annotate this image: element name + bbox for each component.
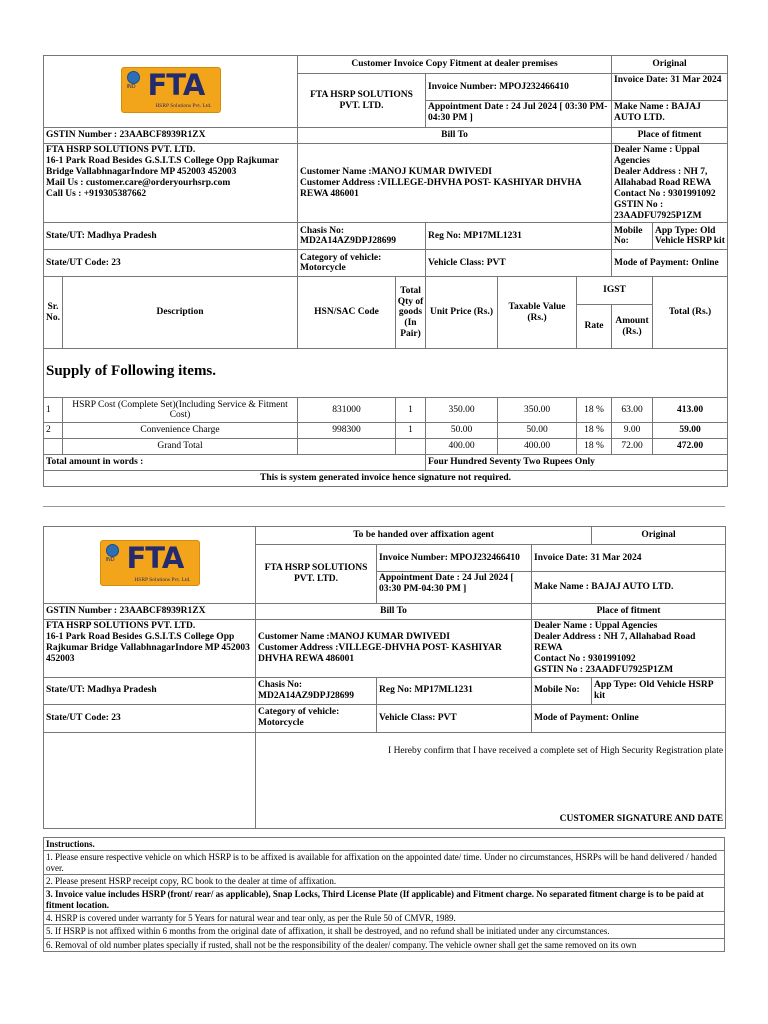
col-total: Total (Rs.) [653,277,728,349]
place-of-fitment-heading: Place of fitment [532,604,726,620]
vehicle-category: Category of vehicle: Motorcycle [298,250,426,277]
amount-in-words-label: Total amount in words : [44,455,426,471]
dealer-address: Dealer Address : NH 7, Allahabad Road REWA [614,166,712,188]
dealer-address: Dealer Address : NH 7, Allahabad Road REWA [534,631,696,653]
invoice-title: Customer Invoice Copy Fitment at dealer premises [298,56,612,74]
dealer-details [532,620,726,678]
customer-invoice-table [43,55,728,487]
table-row: 1 HSRP Cost (Complete Set)(Including Service & Fitment Cost) 831000 1 350.00 350.00 18 % 63.00 413.00 [44,398,728,423]
state: State/UT: Madhya Pradesh [44,223,298,250]
col-taxable: Taxable Value (Rs.) [498,277,577,349]
make-name: Make Name : BAJAJ AUTO LTD. [612,101,728,128]
state: State/UT: Madhya Pradesh [44,677,256,704]
customer-signature-label: CUSTOMER SIGNATURE AND DATE [559,813,724,824]
vehicle-class: Vehicle Class: PVT [377,704,532,732]
seller-name: FTA HSRP SOLUTIONS PVT. LTD. [46,621,196,631]
company-logo: IND FTA HSRP Solutions Pvt. Ltd. [44,56,298,128]
chasis-number: Chasis No: MD2A14AZ9DPJ28699 [256,677,377,704]
customer-name: Customer Name :MANOJ KUMAR DWIVEDI [258,631,450,642]
instructions-heading: Instructions. [44,838,725,851]
system-generated-note: This is system generated invoice hence signature not required. [44,471,728,487]
dealer-name: Dealer Name : Uppal Agencies [614,145,700,166]
col-unit-price: Unit Price (Rs.) [426,277,498,349]
appointment-date: Appointment Date : 24 Jul 2024 [ 03:30 PM-04:30 PM ] [377,572,532,604]
invoice-number: Invoice Number: MPOJ232466410 [426,74,612,101]
table-row: 2 Convenience Charge 998300 1 50.00 50.00 18 % 9.00 59.00 [44,423,728,439]
agent-copy-title: To be handed over affixation agent [256,527,592,545]
dealer-details [612,144,728,223]
seller-phone: Call Us : +919305387662 [46,188,147,199]
supply-heading: Supply of Following items. [44,349,728,398]
customer-name: Customer Name :MANOJ KUMAR DWIVEDI [300,166,492,177]
make-name: Make Name : BAJAJ AUTO LTD. [532,572,726,604]
col-igst: IGST [577,277,653,305]
instructions-table [43,837,725,952]
invoice-number: Invoice Number: MPOJ232466410 [377,545,532,572]
grand-total-row: Grand Total 400.00 400.00 18 % 72.00 472.00 [44,439,728,455]
seller-mail: Mail Us : customer.care@orderyourhsrp.com [46,177,231,188]
instruction-item: 1. Please ensure respective vehicle on which HSRP is to be affixed is available for affixation on the appointed date/ time. Under no circumstances, HSRPs will be hand delivered / handed over. [44,851,725,875]
instruction-item: 2. Please present HSRP receipt copy, RC book to the dealer at time of affixation. [44,875,725,888]
col-rate: Rate [577,305,612,349]
gstin-number: GSTIN Number : 23AABCF8939R1ZX [44,604,256,620]
reg-number: Reg No: MP17ML1231 [426,223,612,250]
col-amount: Amount (Rs.) [612,305,653,349]
state-code: State/UT Code: 23 [44,250,298,277]
company-name: FTA HSRP SOLUTIONS PVT. LTD. [298,74,426,128]
invoice-date: Invoice Date: 31 Mar 2024 [612,74,728,101]
bill-to-heading: Bill To [256,604,532,620]
col-hsn: HSN/SAC Code [298,277,396,349]
vehicle-category: Category of vehicle: Motorcycle [256,704,377,732]
dealer-gstin: GSTIN No : 23AADFU7925P1ZM [614,199,702,221]
col-description: Description [63,277,298,349]
customer-details [256,620,532,678]
col-qty: Total Qty of goods (In Pair) [396,277,426,349]
dealer-name: Dealer Name : Uppal Agencies [534,621,658,631]
seller-address: 16-1 Park Road Besides G.S.I.T.S College Opp Rajkumar Bridge VallabhnagarIndore MP 452003 452003 [46,155,279,177]
company-name: FTA HSRP SOLUTIONS PVT. LTD. [256,545,377,604]
instruction-item: 4. HSRP is covered under warranty for 5 Years for natural wear and tear only, as per the Rule 50 of CMVR, 1989. [44,912,725,925]
dealer-gstin: GSTIN No : 23AADFU7925P1ZM [534,664,674,675]
dealer-contact: Contact No : 9301991092 [534,653,636,664]
col-sr: Sr. No. [44,277,63,349]
copy-label: Original [612,56,728,74]
app-type: App Type: Old Vehicle HSRP kit [592,677,726,704]
customer-address: Customer Address :VILLEGE-DHVHA POST- KASHIYAR DHVHA REWA 486001 [300,177,582,199]
app-type: App Type: Old Vehicle HSRP kit [653,223,728,250]
globe-icon [106,544,119,557]
globe-icon [127,71,140,84]
vehicle-class: Vehicle Class: PVT [426,250,612,277]
agent-copy-table [43,526,726,829]
appointment-date: Appointment Date : 24 Jul 2024 [ 03:30 PM-04:30 PM ] [426,101,612,128]
payment-mode: Mode of Payment: Online [612,250,728,277]
gstin-number: GSTIN Number : 23AABCF8939R1ZX [44,128,298,144]
chasis-number: Chasis No: MD2A14AZ9DPJ28699 [298,223,426,250]
place-of-fitment-heading: Place of fitment [612,128,728,144]
copy-label: Original [592,527,726,545]
state-code: State/UT Code: 23 [44,704,256,732]
dealer-contact: Contact No : 9301991092 [614,188,716,199]
seller-name: FTA HSRP SOLUTIONS PVT. LTD. [46,145,196,155]
reg-number: Reg No: MP17ML1231 [377,677,532,704]
instruction-item: 5. If HSRP is not affixed within 6 months from the original date of affixation, it shall be destroyed, and no refund shall be initiated under any circumstances. [44,925,725,938]
bill-to-heading: Bill To [298,128,612,144]
instruction-item: 3. Invoice value includes HSRP (front/ rear/ as applicable), Snap Locks, Third License Plate (If applicable) and Fitment charge. No separated fitment charge is to be paid at fitment location. [44,888,725,912]
receipt-confirmation: I Hereby confirm that I have received a complete set of High Security Registration plate [388,745,724,756]
amount-in-words: Four Hundred Seventy Two Rupees Only [426,455,728,471]
section-divider [43,506,725,507]
seller-details [44,144,298,223]
customer-address: Customer Address :VILLEGE-DHVHA POST- KASHIYAR DHVHA REWA 486001 [258,642,502,664]
seller-address: 16-1 Park Road Besides G.S.I.T.S College Opp Rajkumar Bridge VallabhnagarIndore MP 452003 452003 [46,631,250,664]
seller-details [44,620,256,678]
mobile-number: Mobile No: [532,677,592,704]
blank-cell [44,732,256,828]
customer-details [298,144,612,223]
mobile-number: Mobile No: [612,223,653,250]
confirmation-cell [256,732,726,828]
instruction-item: 6. Removal of old number plates specially if rusted, shall not be the responsibility of the dealer/ company. The vehicle owner shall get the same removed on its own [44,938,725,951]
company-logo: IND FTA HSRP Solutions Pvt. Ltd. [44,527,256,604]
payment-mode: Mode of Payment: Online [532,704,726,732]
invoice-date: Invoice Date: 31 Mar 2024 [532,545,726,572]
